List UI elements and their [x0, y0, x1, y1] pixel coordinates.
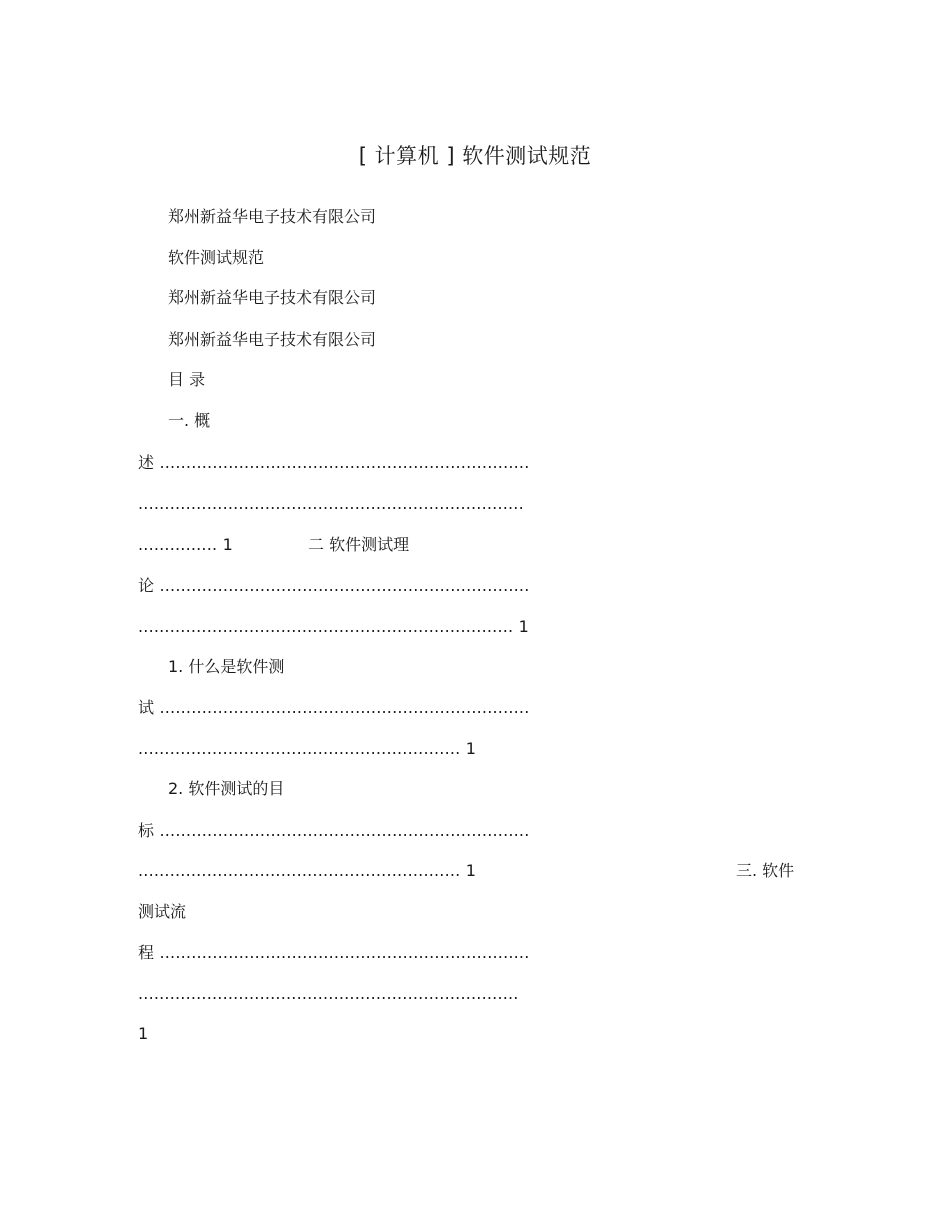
document-name-line: 软件测试规范	[168, 248, 265, 267]
toc-section-3-label-cont: 测试流	[138, 902, 187, 921]
company-name-line: 郑州新益华电子技术有限公司	[168, 330, 377, 349]
toc-section-2-label: 二 软件测试理	[308, 535, 410, 554]
toc-leader-line: 述 ......................................................................	[138, 453, 530, 472]
toc-section-3-label: 三. 软件	[736, 861, 795, 880]
company-name-line: 郑州新益华电子技术有限公司	[168, 288, 377, 307]
toc-leader-line: ............................................................. 1	[138, 861, 477, 880]
toc-leader-line: 程 ......................................................................	[138, 943, 530, 962]
toc-leader-line: ............................................................. 1	[138, 739, 477, 758]
toc-leader-line: ....................................................................... 1	[138, 617, 529, 636]
toc-page-number: 1	[138, 1024, 149, 1043]
toc-leader-line: 标 ......................................................................	[138, 821, 530, 840]
toc-item-1-label: 1. 什么是软件测	[168, 657, 285, 676]
toc-leader-line: .........................................................................	[138, 494, 524, 513]
document-title: [ 计算机 ] 软件测试规范	[358, 144, 592, 168]
toc-leader-line: ............... 1	[138, 535, 233, 554]
toc-leader-line: ........................................................................	[138, 984, 519, 1003]
toc-heading: 目 录	[168, 370, 206, 389]
toc-section-1-label: 一. 概	[168, 411, 211, 430]
toc-leader-line: 论 ......................................................................	[138, 576, 530, 595]
toc-item-2-label: 2. 软件测试的目	[168, 779, 285, 798]
company-name-line: 郑州新益华电子技术有限公司	[168, 207, 377, 226]
toc-leader-line: 试 ......................................................................	[138, 698, 530, 717]
